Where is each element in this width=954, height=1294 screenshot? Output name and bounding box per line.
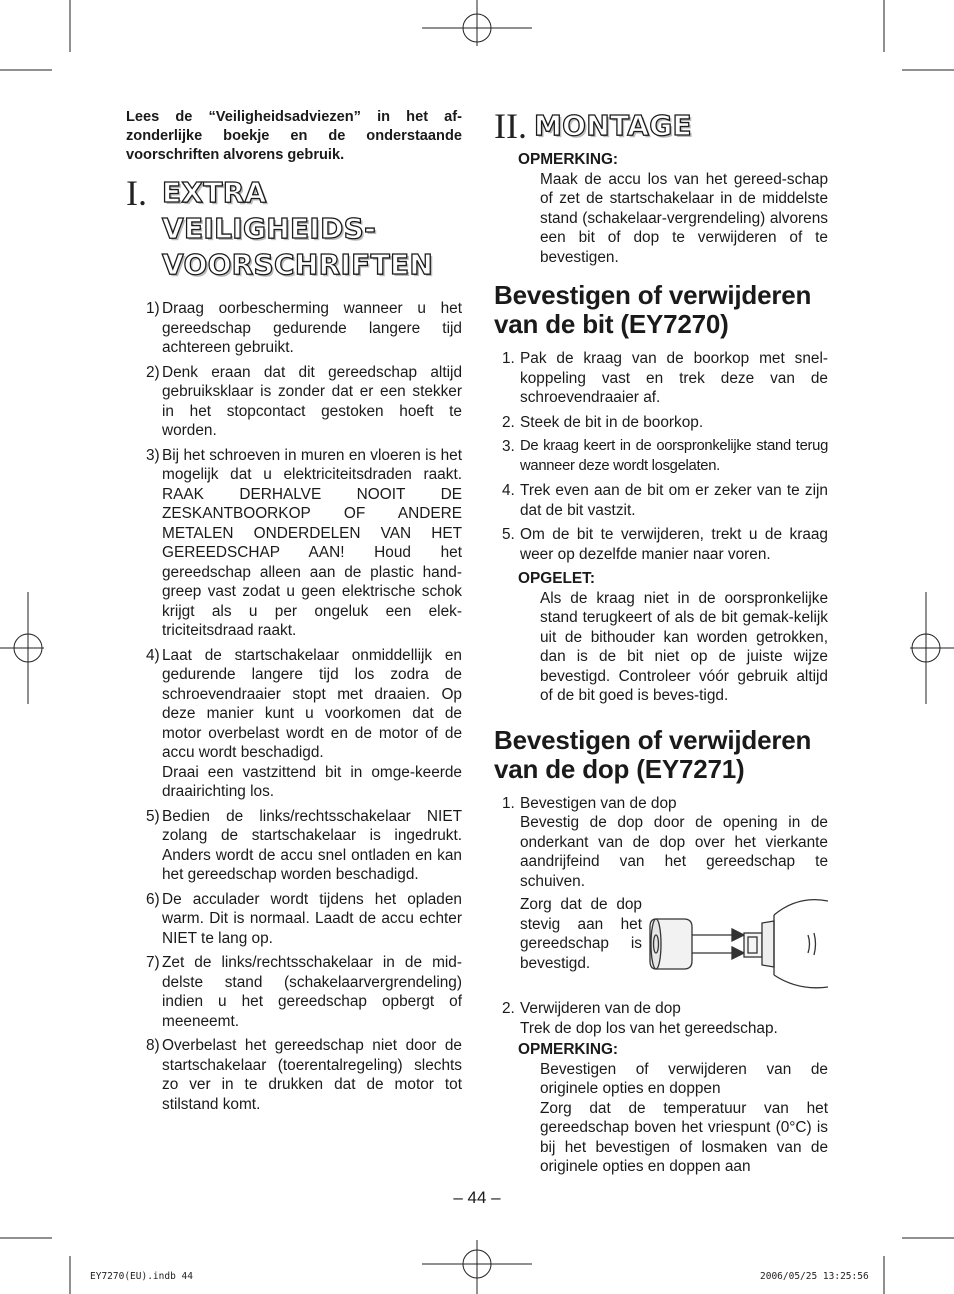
section1-title bbox=[162, 175, 462, 283]
footer-file: EY7270(EU).indb 44 bbox=[90, 1271, 193, 1282]
item-number: 2. bbox=[502, 1000, 515, 1017]
item-number: 7) bbox=[146, 954, 160, 971]
note2-text-2: Zorg dat de temperatuur van het gereedschap boven het vriespunt (0°C) is bij het bevestigen of losmaken van de originele opties en doppen aan bbox=[540, 1099, 828, 1175]
item-text: Bij het schroeven in muren en vloeren is het mogelijk dat u elektriciteitsdraden raakt. RAAK DERHALVE NOOIT DE ZESKANTBOORKOP OF ANDERE METALEN ONDERDELEN VAN HET GEREEDSCHAP AAN! Houd het gereedschap alleen aan de plastic hand-greep vast zodat u geen elektrische schok krijgt als u per ongeluk een elek-triciteitsdraad raakt. bbox=[162, 446, 462, 639]
footer-timestamp: 2006/05/25 13:25:56 bbox=[760, 1271, 869, 1282]
socket-attach-illustration bbox=[648, 895, 828, 995]
item-number: 4) bbox=[146, 646, 160, 664]
list-item bbox=[494, 437, 828, 476]
figure-text: Zorg dat de dop stevig aan het gereedschap is bevestigd. bbox=[520, 896, 642, 972]
section1-title-line2: VOORSCHRIFTEN bbox=[162, 248, 434, 281]
item-number: 8) bbox=[146, 1037, 160, 1054]
page-number: – 44 – bbox=[453, 1188, 501, 1207]
item-text: De acculader wordt tijdens het opladen warm. Dit is normaal. Laadt de accu echter NIET te lang op. bbox=[162, 890, 462, 947]
list-item bbox=[494, 999, 828, 1038]
item-title: Verwijderen van de dop bbox=[520, 1000, 681, 1017]
list-item bbox=[126, 807, 462, 885]
list-item bbox=[126, 299, 462, 358]
section1-title-line1: EXTRA VEILIGHEIDS- bbox=[162, 176, 377, 245]
item-text: Overbelast het gereedschap niet door de startschakelaar (toerentalregeling) slechts zo ver in te drukken dat de motor tot stilstand komt. bbox=[162, 1037, 462, 1113]
section1-heading bbox=[126, 175, 462, 283]
list-item bbox=[494, 481, 828, 520]
item-number: 2) bbox=[146, 363, 160, 381]
item-text: Steek de bit in de boorkop. bbox=[520, 413, 704, 431]
intro-text: Lees de “Veiligheidsadviezen” in het af-zonderlijke boekje en de onderstaande voorschriften alvorens gebruik. bbox=[126, 109, 462, 163]
item-number: 4. bbox=[502, 482, 515, 499]
item-text: Trek de dop los van het gereedschap. bbox=[520, 1019, 778, 1037]
section2-title: MONTAGE bbox=[534, 109, 692, 142]
item-number: 3) bbox=[146, 446, 160, 464]
list-item bbox=[494, 794, 828, 892]
item-text: Bevestig de dop door de opening in de onderkant van de dop over het vierkante aandrijfeind van het gereedschap te schuiven. bbox=[520, 814, 828, 890]
item-text: Bedien de links/rechtsschakelaar NIET zolang de startschakelaar is ingedrukt. Anders wordt de accu snel ontladen en kan het gereedschap worden beschadigd. bbox=[162, 807, 462, 883]
item-text: Draag oorbescherming wanneer u het gereedschap gedurende langere tijd achtereen gebruikt. bbox=[162, 300, 462, 356]
sub2-heading: Bevestigen of verwijderen van de dop (EY7271) bbox=[494, 724, 812, 784]
item-number: 1. bbox=[502, 350, 515, 367]
section2-heading bbox=[494, 108, 828, 144]
note-label: OPMERKING: bbox=[518, 151, 619, 168]
item-number: 5. bbox=[502, 526, 515, 543]
caution-label: OPGELET: bbox=[518, 570, 595, 587]
list-item bbox=[126, 1036, 462, 1114]
section2-numeral: II. bbox=[494, 106, 527, 146]
sub1-heading: Bevestigen of verwijderen van de bit (EY7270) bbox=[494, 280, 812, 339]
item-number: 3. bbox=[502, 438, 515, 455]
list-item bbox=[126, 363, 462, 441]
list-item bbox=[126, 953, 462, 1031]
left-column bbox=[126, 108, 462, 1119]
caution-text: Als de kraag niet in de oorspronkelijke stand terugkeert of als de bit gemak-kelijk uit de bithouder kan worden getrokken, dan is de bit niet op de juiste wijze bevestigd. Controleer vóór gebruik altijd of de bit goed is beves-tigd. bbox=[540, 589, 828, 704]
socket-steps bbox=[494, 794, 828, 892]
list-item bbox=[494, 349, 828, 408]
right-column bbox=[494, 108, 828, 1177]
item-text: Laat de startschakelaar onmiddellijk en gedurende langere tijd los zodra de schroevendraaier stopt met draaien. Op deze manier kunt u voorkomen dat de motor overbelast wordt en de motor of de accu wordt beschadigd. bbox=[162, 646, 462, 761]
list-item bbox=[494, 525, 828, 564]
item-number: 6) bbox=[146, 890, 160, 908]
item-title: Bevestigen van de dop bbox=[520, 794, 677, 812]
note2-text-1: Bevestigen of verwijderen van de originele opties en doppen bbox=[540, 1060, 828, 1097]
list-item bbox=[126, 446, 462, 641]
item-text: De kraag keert in de oorspronkelijke stand terug wanneer deze wordt losgelaten. bbox=[520, 438, 828, 474]
note2-label: OPMERKING: bbox=[518, 1041, 619, 1058]
item-number: 1) bbox=[146, 300, 160, 317]
item-text: Om de bit te verwijderen, trekt u de kraag weer op dezelfde manier naar voren. bbox=[520, 526, 828, 563]
item-text: Zet de links/rechtsschakelaar in de mid-delste stand (schakelaarvergrendeling) indien u het gereedschap opbergt of meeneemt. bbox=[162, 954, 462, 1030]
item-text: Pak de kraag van de boorkop met snel-koppeling vast en trek deze van de schroevendraaier af. bbox=[520, 350, 828, 406]
note-text: Maak de accu los van het gereed-schap of zet de startschakelaar in de middelste stand (schakelaar-vergrendeling) alvorens een bit of dop te verwijderen of te bevestigen. bbox=[540, 170, 828, 266]
list-item bbox=[126, 646, 462, 802]
list-item bbox=[126, 890, 462, 949]
item-number: 5) bbox=[146, 807, 160, 825]
item-text: Denk eraan dat dit gereedschap altijd gebruiksklaar is zonder dat er een stekker in het stopcontact gestoken hoeft te worden. bbox=[162, 363, 462, 439]
socket-steps-2 bbox=[494, 999, 828, 1038]
bit-steps bbox=[494, 349, 828, 564]
socket-figure-row bbox=[520, 895, 828, 995]
list-item bbox=[494, 413, 828, 433]
section1-numeral: I. bbox=[126, 173, 147, 213]
safety-list bbox=[126, 299, 462, 1114]
item-number: 2. bbox=[502, 413, 515, 431]
item-text: Trek even aan de bit om er zeker van te zijn dat de bit vastzit. bbox=[520, 482, 828, 519]
item-number: 1. bbox=[502, 794, 515, 812]
item-text: Draai een vastzittend bit in omge-keerde draairichting los. bbox=[162, 763, 462, 800]
